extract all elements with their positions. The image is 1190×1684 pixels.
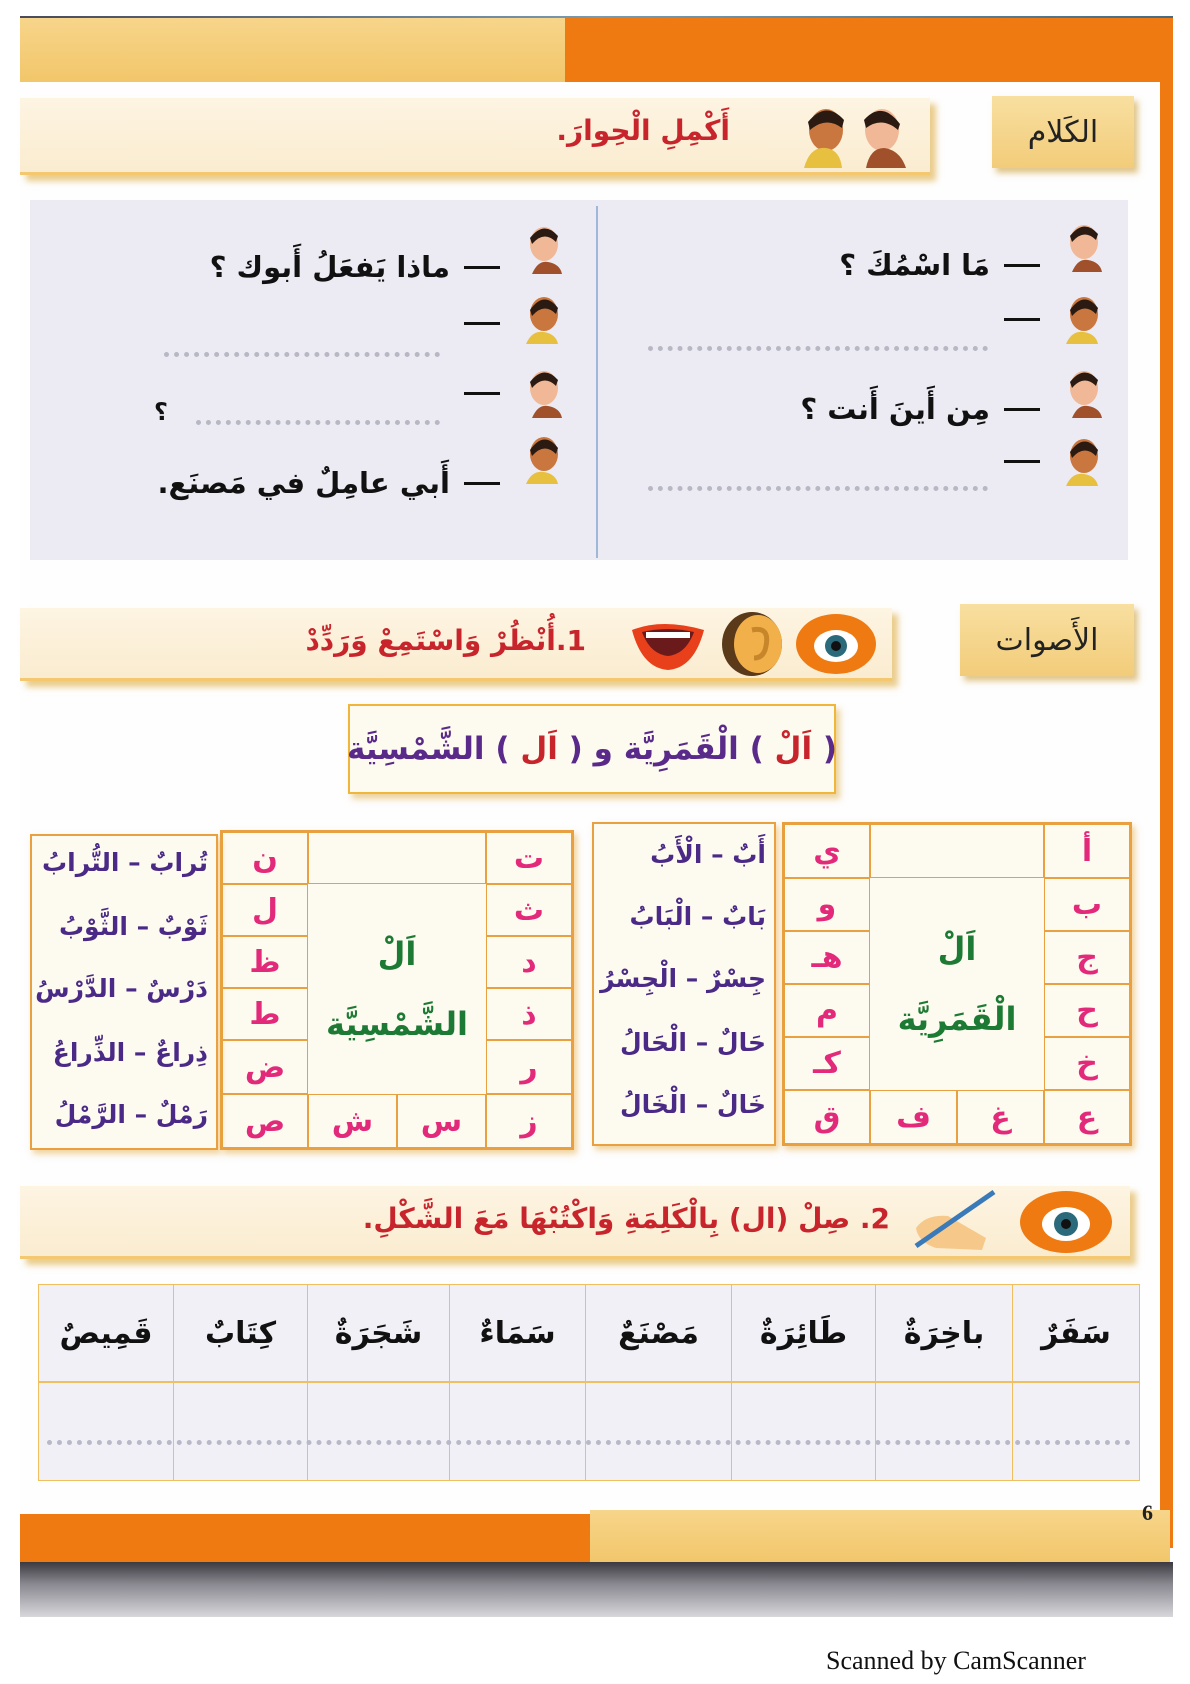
sun-letters-grid (220, 830, 574, 1150)
sun-letter: ض (222, 1040, 308, 1094)
sun-letter: س (397, 1094, 486, 1148)
moon-letter: م (784, 984, 870, 1037)
speaking-instruction-banner (20, 98, 930, 175)
words-table (38, 1284, 1140, 1481)
answer-blank-right-4[interactable] (648, 486, 988, 491)
section-tag-speaking: الكَلام (992, 96, 1134, 168)
empty-cell (308, 832, 486, 884)
boy-b-face-icon (1062, 290, 1106, 344)
scan-shadow (20, 1562, 1173, 1617)
question-mark: ؟ (154, 398, 168, 426)
empty-cell (870, 824, 1044, 878)
sun-letter: ذ (486, 988, 572, 1040)
sun-letter: ر (486, 1040, 572, 1094)
moon-example: بَابٌ – الْبَابُ (629, 902, 766, 931)
moon-example: حَالٌ – الْحَالُ (619, 1028, 766, 1057)
ear-icon (722, 612, 782, 676)
al-types-title (348, 704, 836, 794)
dialog-line-right-2 (990, 318, 1040, 321)
dialog-text: مِن أَينَ أَنت ؟ (800, 392, 990, 426)
dialog-dash (1004, 408, 1040, 411)
al-label: اَلْ (937, 930, 977, 968)
sun-examples-list (30, 834, 218, 1150)
dialog-line-right-3 (800, 392, 1040, 426)
dialog-text: ماذا يَفعَلُ أَبوك ؟ (209, 250, 450, 284)
moon-example: أَبٌ – الْأَبُ (650, 840, 766, 869)
shamsiya-label: الشَّمْسِيَّة (325, 1005, 469, 1043)
dialog-line-left-3 (450, 392, 500, 395)
moon-letter: و (784, 878, 870, 931)
word-cell: باخِرَةٌ (875, 1285, 1012, 1381)
answer-blank-left-2[interactable] (164, 352, 440, 357)
sun-example: ثَوْبٌ – الثَّوْبُ (58, 912, 208, 941)
answer-blank-left-3[interactable] (196, 420, 440, 425)
moon-letter: خ (1044, 1037, 1130, 1090)
header-band-gold (20, 18, 565, 82)
moon-letter: ج (1044, 931, 1130, 984)
eye-icon (796, 614, 876, 674)
column-line (1012, 1381, 1013, 1480)
al-label: اَلْ (377, 935, 417, 973)
moon-letter: غ (957, 1090, 1044, 1144)
exercise1-banner (20, 608, 892, 681)
dialog-line-left-1 (210, 250, 500, 284)
word-cell: كِتَابٌ (173, 1285, 307, 1381)
sun-letter: ص (222, 1094, 308, 1148)
dialog-line-right-4 (990, 460, 1040, 463)
boy-b-face-icon (522, 290, 566, 344)
writing-answer-line[interactable] (47, 1440, 1131, 1445)
sun-letter: ل (222, 884, 308, 936)
moon-examples-list (592, 822, 776, 1146)
column-line (173, 1381, 174, 1480)
speaking-instruction: أَكْمِلِ الْحِوارَ. (556, 114, 730, 147)
moon-letter: ع (1044, 1090, 1130, 1144)
moon-letter: أ (1044, 824, 1130, 878)
moon-letter: هـ (784, 931, 870, 984)
boy-b-face-icon (1062, 432, 1106, 486)
boy-a-face-icon (1062, 218, 1106, 272)
qamariya-word: الْقَمَرِيَّة (623, 731, 739, 767)
moon-letter: ح (1044, 984, 1130, 1037)
word-cell: مَصْنَعٌ (585, 1285, 731, 1381)
moon-letter: ق (784, 1090, 870, 1144)
sun-letter: ط (222, 988, 308, 1040)
moon-example: جِسْرٌ – الْجِسْرُ (600, 964, 766, 993)
scanner-watermark: Scanned by CamScanner (826, 1646, 1086, 1675)
boy-a-face-icon (522, 220, 566, 274)
sun-letter: ث (486, 884, 572, 936)
eye-icon (1020, 1191, 1112, 1253)
page-right-border (1160, 18, 1173, 1548)
dialog-dash (1004, 318, 1040, 321)
dialog-text: مَا اسْمُكَ ؟ (839, 248, 990, 282)
sun-letter: ش (308, 1094, 397, 1148)
paren: ) (495, 731, 510, 767)
exercise1-label: 1.أُنْظُرْ وَاسْتَمِعْ وَرَدِّدْ (305, 624, 586, 657)
sun-letter: ت (486, 832, 572, 884)
dialog-dash (464, 266, 500, 269)
table-divider (39, 1381, 1139, 1383)
word-cell: طَائِرَةٌ (731, 1285, 875, 1381)
paren: ( (568, 731, 583, 767)
dialog-text: أَبي عامِلٌ في مَصنَع. (157, 466, 450, 500)
section-tag-sounds: الأَصوات (960, 604, 1134, 676)
qamariya-label: الْقَمَرِيَّة (897, 1000, 1017, 1038)
dialog-dash (1004, 264, 1040, 267)
dialog-line-left-4 (157, 466, 500, 500)
moon-grid-label (870, 878, 1044, 1090)
dialog-dash (1004, 460, 1040, 463)
moon-letter: ب (1044, 878, 1130, 931)
eye-and-writing-hand-icons (896, 1188, 1116, 1254)
dialog-dash (464, 322, 500, 325)
al-shamsiya-prefix: اَل (520, 731, 558, 767)
sun-example: رَمْلٌ – الرَّمْلُ (54, 1100, 208, 1129)
sun-grid-label (308, 884, 486, 1094)
boy-a-face-icon (522, 364, 566, 418)
word-cell: شَجَرَةٌ (307, 1285, 449, 1381)
moon-letter: ي (784, 824, 870, 878)
paren: ( (822, 731, 838, 767)
dialog-divider (596, 206, 598, 558)
page-number: 6 (1142, 1500, 1153, 1525)
column-line (449, 1381, 450, 1480)
exercise2-banner (20, 1186, 1130, 1259)
sun-example: ذِراعٌ – الذِّراعُ (52, 1038, 208, 1067)
dialog-dash (464, 482, 500, 485)
header-band-orange (565, 18, 1173, 82)
moon-letter: ف (870, 1090, 957, 1144)
column-line (307, 1381, 308, 1480)
and-word: و (593, 731, 613, 767)
dialog-line-left-2 (450, 322, 500, 325)
sun-letter: ز (486, 1094, 572, 1148)
footer-band-gold (590, 1510, 1170, 1564)
shamsiya-word: الشَّمْسِيَّة (346, 731, 485, 767)
word-cell: سَفَرٌ (1012, 1285, 1139, 1381)
dialog-dash (464, 392, 500, 395)
dialog-line-right-1 (839, 248, 1040, 282)
boy-b-face-icon (522, 430, 566, 484)
mouth-icon (632, 624, 704, 670)
column-line (731, 1381, 732, 1480)
sun-example: تُرابٌ – التُّرابُ (42, 848, 208, 877)
exercise2-label: 2. صِلْ (ال) بِالْكَلِمَةِ وَاكْتُبْهَا مَعَ الشَّكْلِ. (362, 1202, 890, 1235)
paren: ) (749, 731, 764, 767)
sun-letter: ظ (222, 936, 308, 988)
al-qamariya-prefix: اَلْ (774, 731, 813, 767)
sun-letter: د (486, 936, 572, 988)
moon-example: خَالٌ – الْخَالُ (619, 1090, 766, 1119)
answer-blank-right-2[interactable] (648, 346, 988, 351)
word-cell: سَمَاءٌ (449, 1285, 585, 1381)
eye-ear-mouth-icons (594, 612, 884, 676)
sun-letter: ن (222, 832, 308, 884)
writing-hand-icon (916, 1192, 994, 1250)
two-boys-talking-icon (790, 100, 920, 168)
moon-letter: كـ (784, 1037, 870, 1090)
footer-band-orange (20, 1514, 590, 1564)
sun-example: دَرْسٌ – الدَّرْسُ (35, 974, 208, 1003)
boy-a-face-icon (1062, 364, 1106, 418)
column-line (875, 1381, 876, 1480)
column-line (585, 1381, 586, 1480)
word-cell: قَمِيصٌ (59, 1315, 153, 1351)
moon-letters-grid (782, 822, 1132, 1146)
